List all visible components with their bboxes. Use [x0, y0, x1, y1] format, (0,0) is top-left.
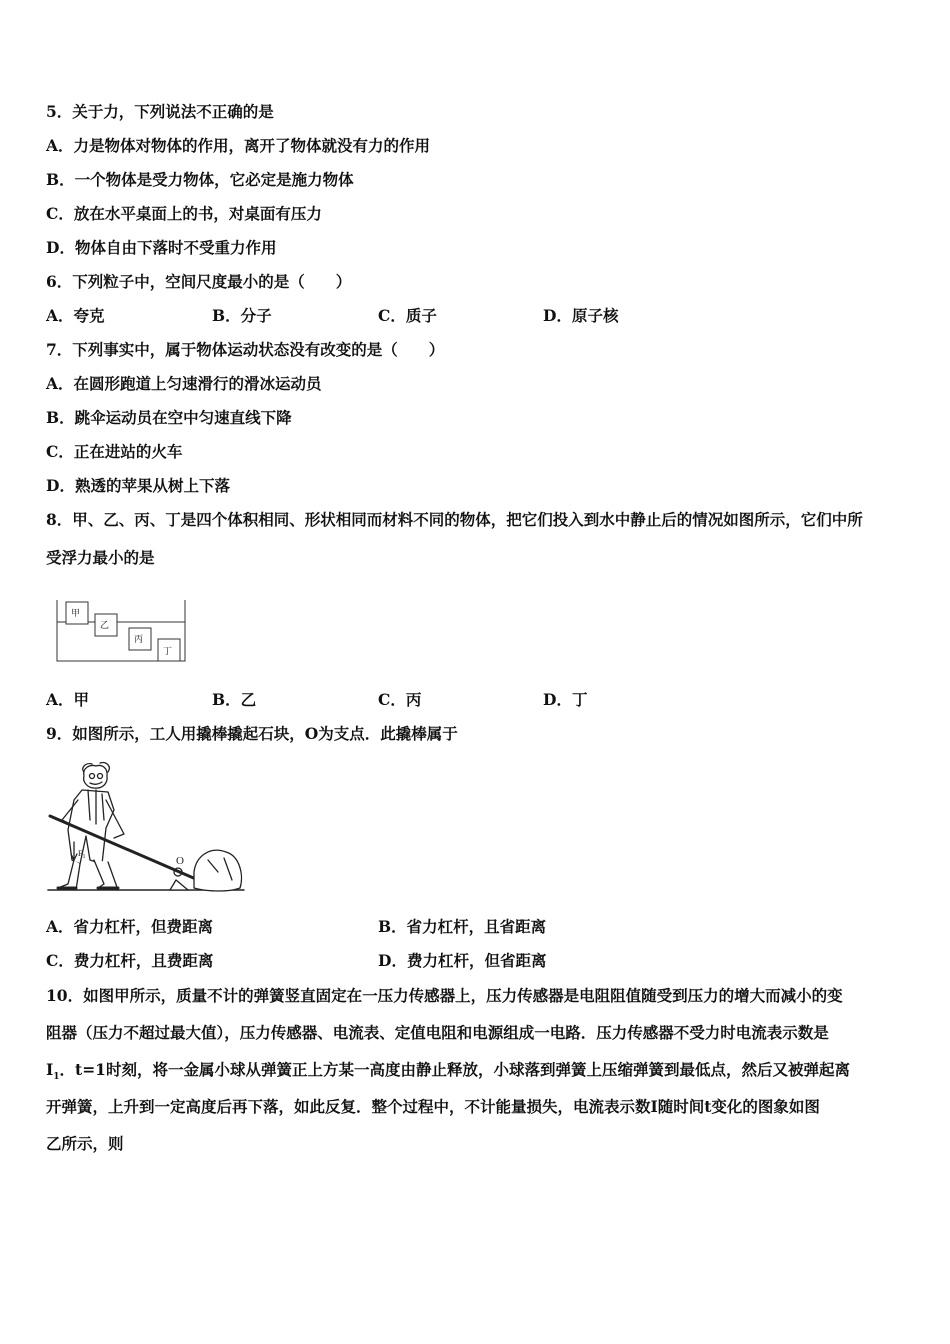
q7-stem: 7．下列事实中，属于物体运动状态没有改变的是（ ） [46, 340, 445, 359]
q10-line1: 10．如图甲所示，质量不计的弹簧竖直固定在一压力传感器上，压力传感器是电阻阻值随受到压力的增大而减小的变 [46, 986, 843, 1005]
worker-right-leg [94, 860, 118, 890]
q6-option-d: D．原子核 [543, 306, 619, 325]
q10-line4: 开弹簧，上升到一定高度后再下落，如此反复．整个过程中，不计能量损失，电流表示数I随时间t变化的图象如图 [46, 1097, 820, 1116]
q9-option-b: B．省力杠杆，且省距离 [378, 917, 547, 936]
worker-left-leg [58, 860, 80, 890]
q10-line3-text: ．t=1时刻，将一金属小球从弹簧正上方某一高度由静止释放，小球落到弹簧上压缩弹簧到最低点，然后又被弹起离 [59, 1060, 850, 1079]
q8-option-b: B．乙 [212, 690, 257, 709]
q8-option-c: C．丙 [378, 690, 422, 709]
object-ding-label: 丁 [163, 647, 173, 657]
q10-line2: 阻器（压力不超过最大值），压力传感器、电流表、定值电阻和电源组成一电路．压力传感器不受力时电流表示数是 [46, 1023, 829, 1042]
q5-option-d: D．物体自由下落时不受重力作用 [46, 238, 277, 257]
q8-option-a: A．甲 [46, 690, 90, 709]
object-bing-label: 丙 [134, 635, 144, 645]
q8-stem-line2: 受浮力最小的是 [46, 548, 155, 567]
object-yi-label: 乙 [100, 621, 110, 631]
q9-option-a: A．省力杠杆，但费距离 [46, 917, 214, 936]
q9-lever-worker-figure [44, 760, 248, 898]
q5-option-c: C．放在水平桌面上的书，对桌面有压力 [46, 204, 322, 223]
q5-option-b: B．一个物体是受力物体，它必定是施力物体 [46, 170, 354, 189]
q10-line3 [46, 1060, 850, 1087]
q8-stem-line1: 8．甲、乙、丙、丁是四个体积相同、形状相同而材料不同的物体，把它们投入到水中静止后的情况如图所示，它们中所 [46, 510, 863, 529]
q7-option-c: C．正在进站的火车 [46, 442, 183, 461]
q6-option-c: C．质子 [378, 306, 437, 325]
q7-option-d: D．熟透的苹果从树上下落 [46, 476, 230, 495]
pivot-label-o: O [176, 855, 184, 867]
q9-option-c: C．费力杠杆，且费距离 [46, 951, 214, 970]
rock [194, 850, 241, 891]
q8-option-d: D．丁 [543, 690, 588, 709]
fulcrum [170, 880, 188, 890]
q6-stem: 6．下列粒子中，空间尺度最小的是（ ） [46, 272, 352, 291]
q6-option-b: B．分子 [212, 306, 272, 325]
q9-stem: 9．如图所示，工人用撬棒撬起石块，O为支点．此撬棒属于 [46, 724, 458, 743]
object-jia-label: 甲 [71, 609, 81, 619]
q10-current-subscript: 1 [53, 1072, 60, 1083]
q7-option-b: B．跳伞运动员在空中匀速直线下降 [46, 408, 292, 427]
q10-current-symbol: I [46, 1060, 54, 1079]
q10-line5: 乙所示，则 [46, 1134, 124, 1153]
q9-option-d: D．费力杠杆，但省距离 [378, 951, 547, 970]
q5-stem: 5．关于力，下列说法不正确的是 [46, 102, 274, 121]
q6-option-a: A．夸克 [46, 306, 105, 325]
q8-water-tank-figure [55, 598, 189, 664]
force-label-f: $F_1$ [78, 849, 86, 860]
q5-option-a: A．力是物体对物体的作用，离开了物体就没有力的作用 [46, 136, 431, 155]
q7-option-a: A．在圆形跑道上匀速滑行的滑冰运动员 [46, 374, 322, 393]
